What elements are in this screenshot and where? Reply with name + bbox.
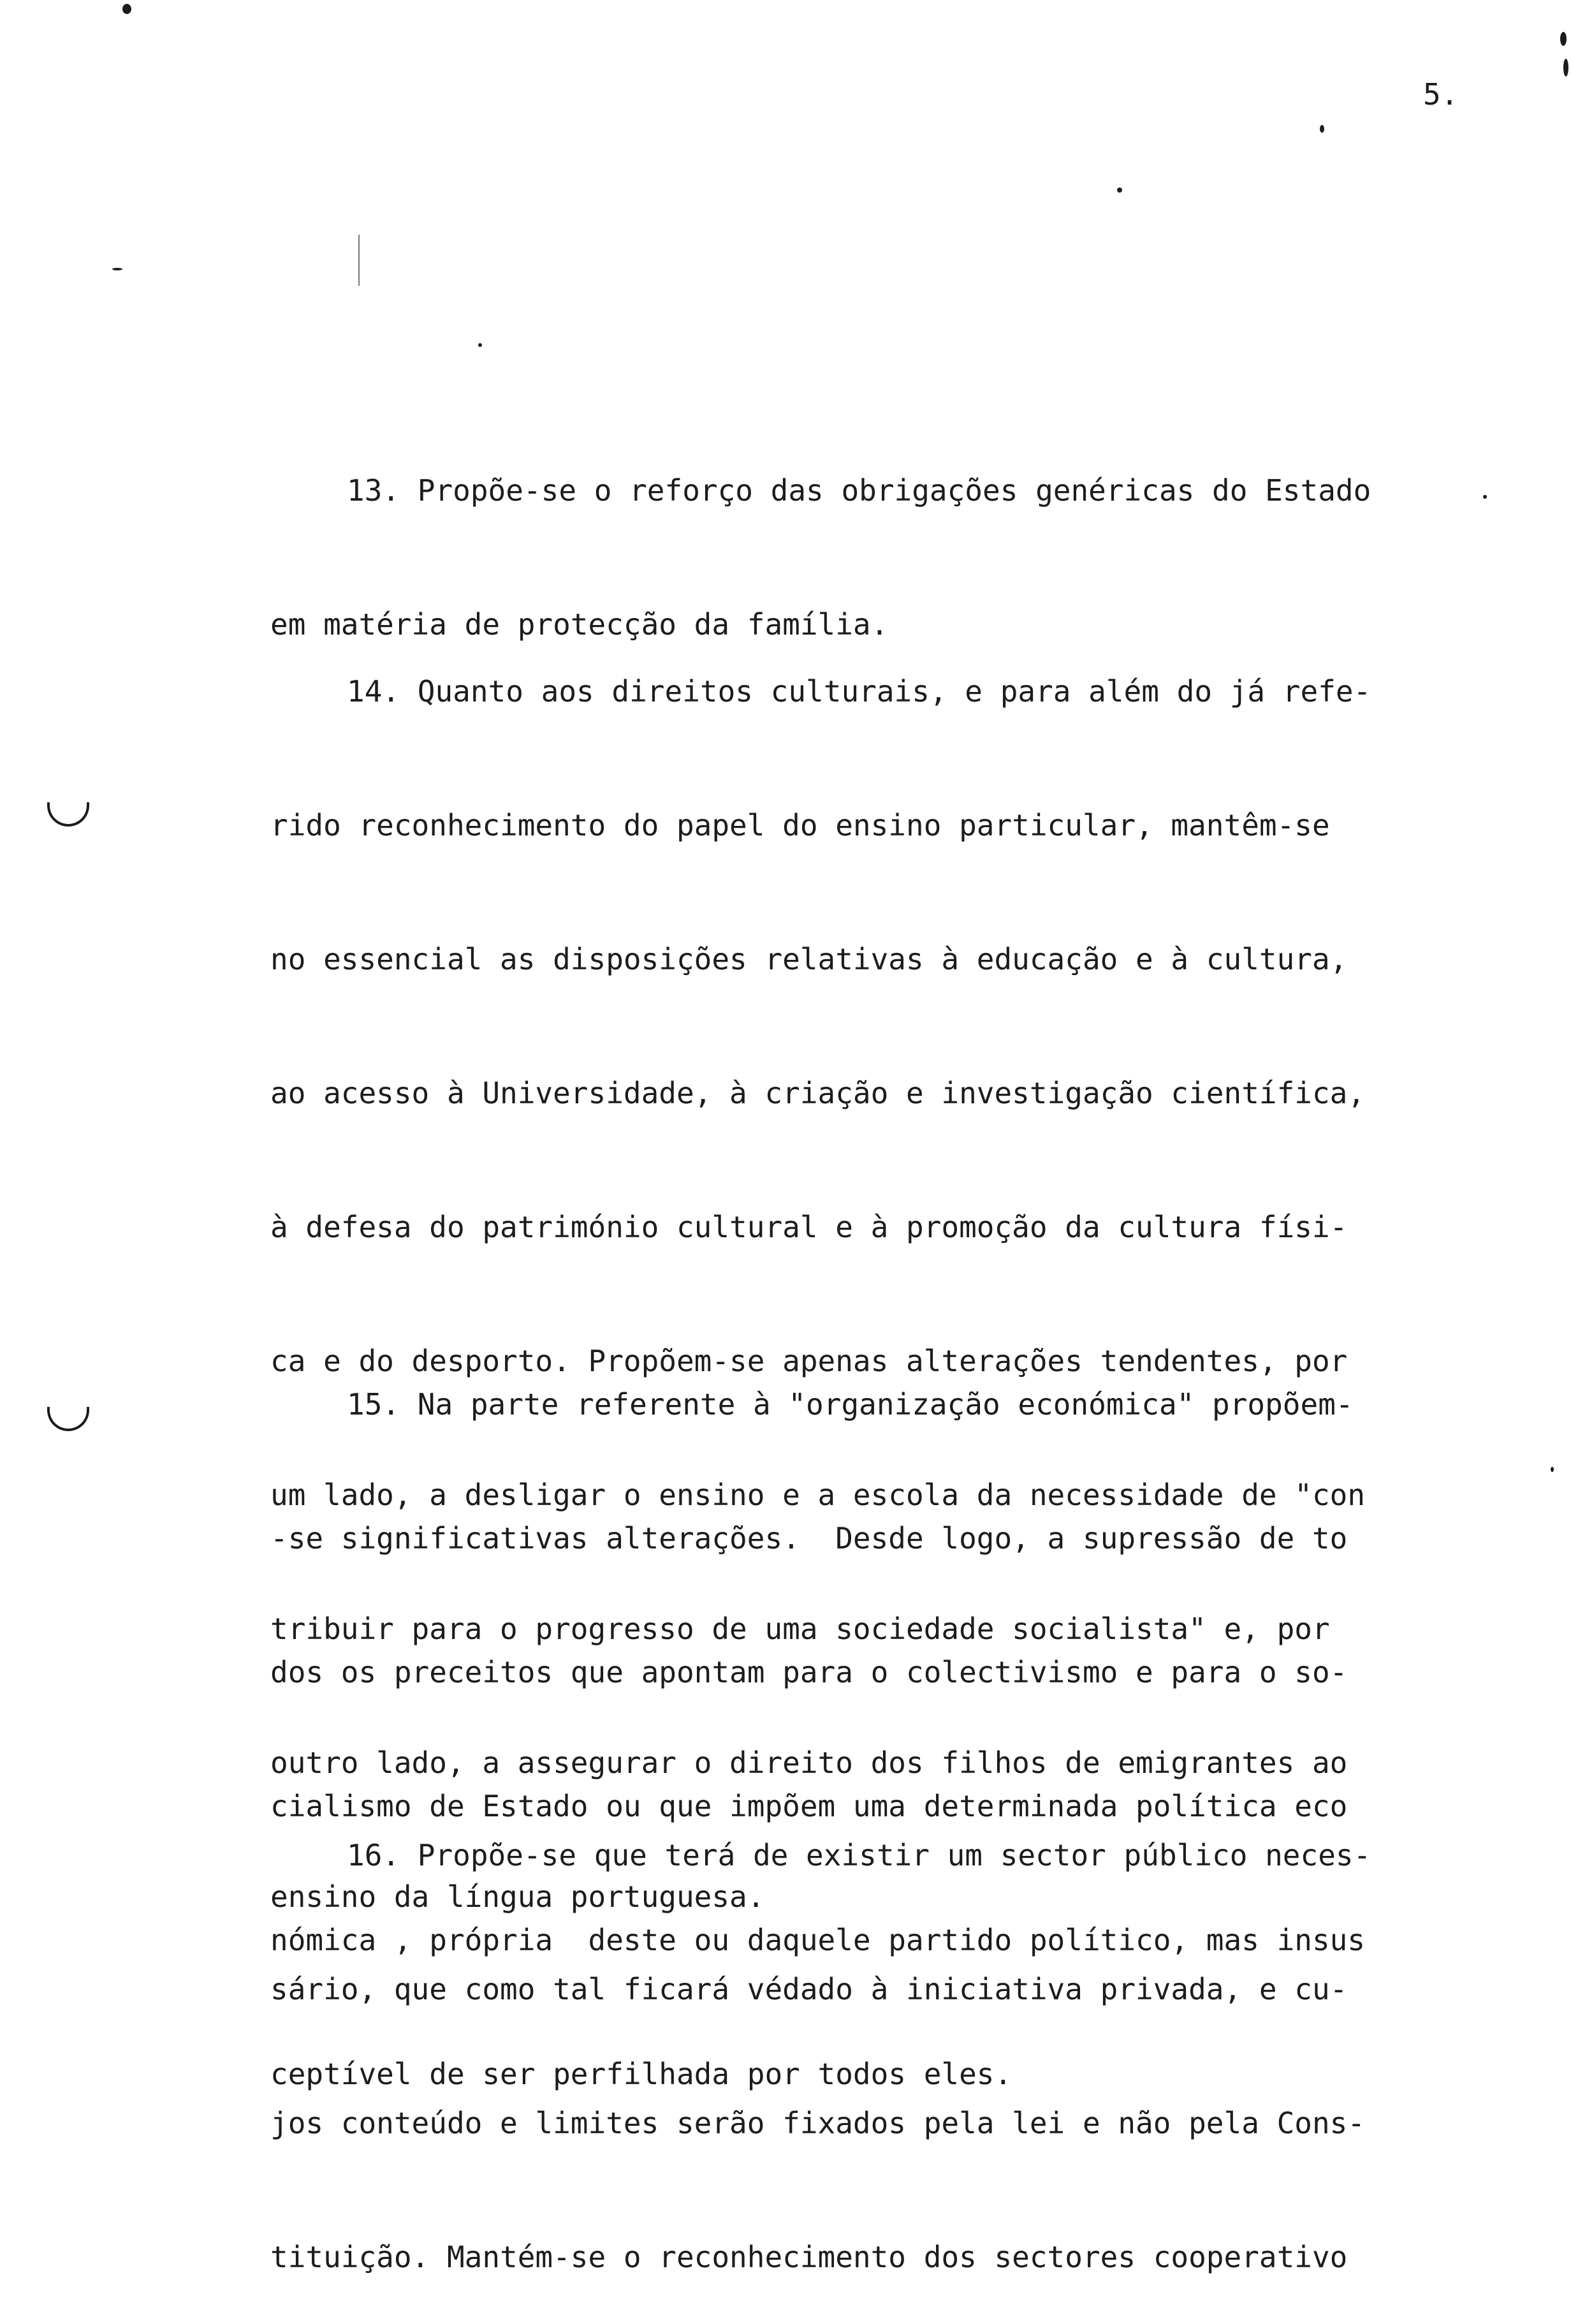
text-line: 16. Propõe-se que terá de existir um sector público neces-: [347, 1838, 1371, 1872]
text-line: 13. Propõe-se o reforço das obrigações genéricas do Estado: [347, 473, 1371, 508]
text-line: cialismo de Estado ou que impõem uma determinada política eco: [270, 1789, 1348, 1823]
page-number: 5.: [1423, 77, 1459, 112]
text-line: ensino da língua portuguesa.: [270, 1879, 765, 1914]
text-line: dos os preceitos que apontam para o colectivismo e para o so-: [270, 1655, 1348, 1689]
scan-speck: [1551, 1467, 1554, 1472]
scan-speck: [1563, 59, 1568, 77]
text-line: tribuir para o progresso de uma sociedade socialista" e, por: [270, 1612, 1330, 1646]
scan-stroke: [358, 235, 360, 286]
text-line: em matéria de protecção da família.: [270, 607, 889, 642]
scan-speck: [1483, 495, 1487, 499]
scan-speck: [112, 268, 122, 270]
text-line: à defesa do património cultural e à promoção da cultura físi-: [270, 1210, 1348, 1244]
scan-speck: [478, 343, 482, 347]
scan-speck: [122, 4, 131, 14]
scan-speck: [1320, 125, 1324, 133]
text-line: outro lado, a assegurar o direito dos filhos de emigrantes ao: [270, 1746, 1348, 1780]
text-line: um lado, a desligar o ensino e a escola da necessidade de "con: [270, 1478, 1366, 1512]
text-line: ao acesso à Universidade, à criação e investigação científica,: [270, 1076, 1366, 1110]
text-line: 15. Na parte referente à "organização económica" propõem-: [347, 1387, 1354, 1422]
scan-curve: [47, 802, 89, 827]
text-line: sário, que como tal ficará védado à iniciativa privada, e cu-: [270, 1972, 1348, 2006]
scan-speck: [1560, 32, 1567, 46]
text-line: tituição. Mantém-se o reconhecimento dos sectores cooperativo: [270, 2240, 1348, 2274]
text-line: jos conteúdo e limites serão fixados pela lei e não pela Cons-: [270, 2106, 1366, 2140]
scan-speck: [1117, 188, 1122, 193]
text-line: ca e do desporto. Propõem-se apenas alterações tendentes, por: [270, 1344, 1348, 1378]
text-line: rido reconhecimento do papel do ensino particular, mantêm-se: [270, 808, 1330, 842]
text-line: 14. Quanto aos direitos culturais, e para além do já refe-: [347, 674, 1371, 709]
text-line: -se significativas alterações. Desde logo, a supressão de to: [270, 1521, 1348, 1555]
text-line: nómica , própria deste ou daquele partido político, mas insus: [270, 1923, 1366, 1957]
text-line: no essencial as disposições relativas à educação e à cultura,: [270, 942, 1348, 976]
paragraph-16: [270, 1754, 1460, 2324]
scan-curve: [47, 1407, 89, 1431]
text-line: ceptível de ser perfilhada por todos eles.: [270, 2057, 1012, 2091]
